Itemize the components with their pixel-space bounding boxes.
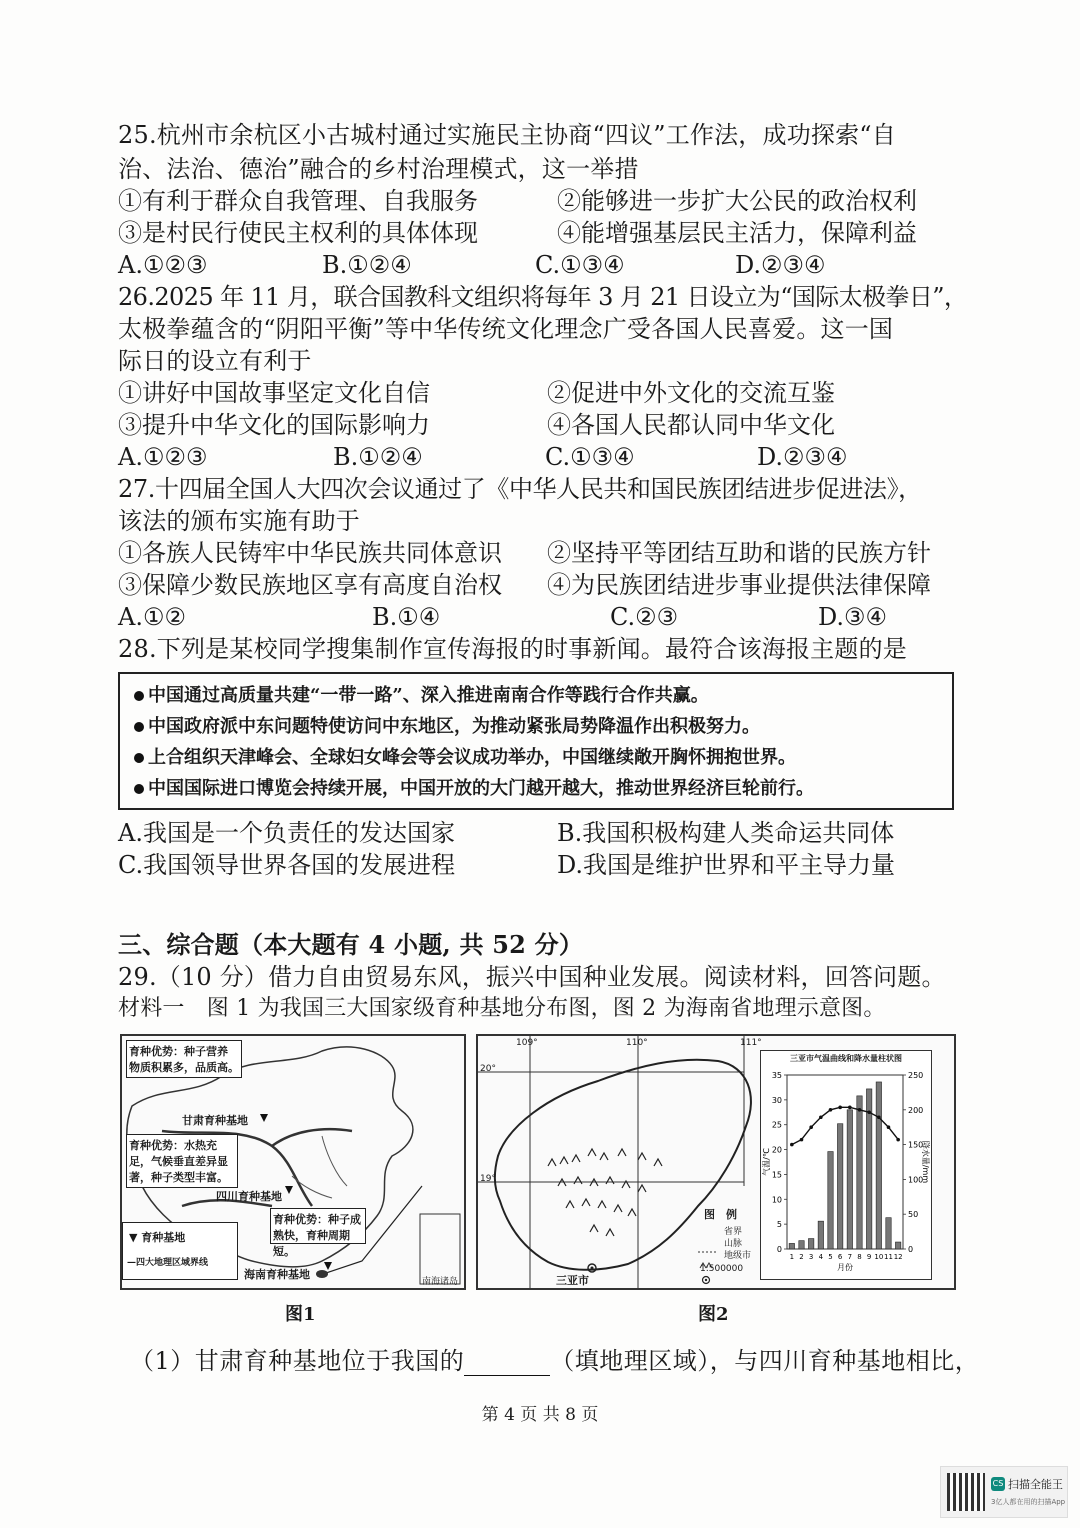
temperature-point — [790, 1143, 794, 1147]
q25-option-b: B.①②④ — [322, 251, 412, 279]
q26-option-a: A.①②③ — [118, 443, 208, 471]
climate-chart — [760, 1050, 932, 1280]
temperature-point — [809, 1125, 813, 1129]
sichuan-advantage-box — [126, 1134, 238, 1188]
longitude-109-label: 109° — [516, 1038, 538, 1048]
figure-2-caption: 图2 — [698, 1304, 729, 1325]
q26-statement-1: ①讲好中国故事坚定文化自信 — [118, 379, 430, 407]
q28-option-d: D.我国是维护世界和平主导力量 — [557, 851, 896, 879]
hainan-advantage-line2: 熟快，育种周期短。 — [273, 1229, 350, 1258]
x-tick-label: 11 — [884, 1253, 893, 1261]
q27-statement-2: ②坚持平等团结互助和谐的民族方针 — [547, 539, 931, 567]
q29-stem: 29.（10 分）借力自由贸易东风，振兴中国种业发展。阅读材料，回答问题。 — [118, 963, 946, 991]
scanner-app-slogan: 3亿人都在用的扫描App — [991, 1498, 1066, 1506]
temperature-point — [819, 1115, 823, 1119]
sanya-city-label: 三亚市 — [556, 1274, 589, 1287]
precipitation-bar — [876, 1082, 881, 1249]
q27-statement-4: ④为民族团结进步事业提供法律保障 — [547, 571, 931, 599]
q26-statement-4: ④各国人民都认同中华文化 — [547, 411, 835, 439]
q26-option-b: B.①②④ — [333, 443, 423, 471]
legend-province-boundary: 省界 — [724, 1227, 743, 1237]
y-left-tick-label: 15 — [771, 1170, 782, 1180]
q25-option-a: A.①②③ — [118, 251, 208, 279]
precipitation-bar — [886, 1218, 891, 1249]
scanner-app-name: 扫描全能王 — [1008, 1478, 1063, 1491]
bullet-icon — [134, 691, 144, 701]
y-left-tick-label: 5 — [776, 1220, 782, 1230]
legend-region-boundary: —四大地理区域界线 — [127, 1258, 209, 1268]
q27-option-a: A.①② — [118, 603, 186, 631]
q26-stem-line2: 太极拳蕴含的“阴阳平衡”等中华传统文化理念广受各国人民喜爱。这一国 — [118, 315, 894, 343]
y-left-tick-label: 35 — [771, 1071, 782, 1080]
news-item: 上合组织天津峰会、全球妇女峰会等会议成功举办，中国继续敞开胸怀拥抱世界。 — [134, 746, 796, 770]
gansu-advantage-line2: 物质积累多，品质高。 — [129, 1061, 239, 1074]
x-tick-label: 2 — [799, 1253, 804, 1261]
news-item: 中国通过高质量共建“一带一路”、深入推进南南合作等践行合作共赢。 — [134, 684, 709, 708]
material-1-intro: 材料一 图 1 为我国三大国家级育种基地分布图，图 2 为海南省地理示意图。 — [118, 996, 886, 1021]
q26-stem-line1: 26.2025 年 11 月，联合国教科文组织将每年 3 月 21 日设立为“国际太极拳日”， — [118, 283, 968, 311]
scanner-watermark — [940, 1466, 1068, 1518]
longitude-110-label: 110° — [626, 1038, 648, 1048]
legend-mountain: 山脉 — [724, 1239, 743, 1249]
temperature-point — [867, 1110, 871, 1114]
bullet-icon — [134, 753, 144, 763]
q26-option-d: D.②③④ — [757, 443, 848, 471]
y-left-tick-label: 10 — [771, 1195, 782, 1205]
temperature-line — [792, 1107, 898, 1144]
q26-option-c: C.①③④ — [545, 443, 635, 471]
gansu-advantage-line1: 育种优势：种子营养 — [129, 1045, 228, 1058]
legend-breeding-base: ▼ 育种基地 — [129, 1231, 186, 1244]
q26-statement-2: ②促进中外文化的交流互鉴 — [547, 379, 835, 407]
q27-statement-1: ①各族人民铸牢中华民族共同体意识 — [118, 539, 502, 567]
q27-statement-3: ③保障少数民族地区享有高度自治权 — [118, 571, 502, 599]
bullet-icon — [134, 722, 144, 732]
temperature-point — [877, 1115, 881, 1119]
temperature-point — [887, 1125, 891, 1129]
q27-option-d: D.③④ — [818, 603, 888, 631]
y-right-tick-label: 50 — [908, 1210, 919, 1220]
q25-statement-2: ②能够进一步扩大公民的政治权利 — [557, 187, 917, 215]
longitude-111-label: 111° — [740, 1038, 762, 1048]
q26-statement-3: ③提升中华文化的国际影响力 — [118, 411, 430, 439]
x-tick-label: 5 — [828, 1253, 833, 1261]
q28-stem: 28.下列是某校同学搜集制作宣传海报的时事新闻。最符合该海报主题的是 — [118, 635, 907, 663]
south-china-sea-islands-label: 南海诸岛 — [422, 1277, 459, 1287]
sichuan-advantage-line1: 育种优势：水热充 — [129, 1139, 217, 1152]
hainan-advantage-box — [270, 1208, 366, 1258]
fig2-legend-title: 图 例 — [704, 1208, 737, 1221]
temperature-point — [896, 1138, 900, 1142]
figure-1-caption: 图1 — [285, 1304, 316, 1325]
y-right-tick-label: 150 — [908, 1140, 924, 1150]
precipitation-bar — [857, 1096, 862, 1249]
y-left-axis-label: 气温/℃ — [762, 1148, 771, 1176]
x-tick-label: 4 — [818, 1253, 824, 1261]
news-item: 中国国际进口博览会持续开展，中国开放的大门越开越大，推动世界经济巨轮前行。 — [134, 777, 814, 801]
y-right-tick-label: 100 — [908, 1175, 924, 1185]
x-tick-label: 10 — [874, 1253, 884, 1261]
sichuan-advantage-line3: 著，种子类型丰富。 — [129, 1171, 228, 1184]
q27-stem-line2: 该法的颁布实施有助于 — [118, 507, 360, 535]
sichuan-base-label: 四川育种基地 — [216, 1190, 282, 1203]
q25-stem-line2: 治、法治、德治”融合的乡村治理模式，这一举措 — [118, 155, 639, 183]
news-item: 中国政府派中东问题特使访问中东地区，为推动紧张局势降温作出积极努力。 — [134, 715, 760, 739]
temperature-point — [829, 1108, 833, 1112]
q29-part1 — [130, 1346, 979, 1376]
y-right-tick-label: 200 — [908, 1105, 924, 1115]
q28-option-a: A.我国是一个负责任的发达国家 — [118, 819, 455, 847]
answer-blank[interactable] — [464, 1353, 550, 1376]
q28-option-b: B.我国积极构建人类命运共同体 — [557, 819, 895, 847]
gansu-base-label: 甘肃育种基地 — [182, 1114, 248, 1127]
y-right-tick-label: 0 — [908, 1245, 914, 1254]
precipitation-bar — [789, 1243, 794, 1249]
x-tick-label: 3 — [808, 1253, 814, 1261]
figure-2-map — [476, 1034, 956, 1290]
climate-chart-svg — [761, 1063, 929, 1283]
temperature-point — [838, 1106, 842, 1110]
news-poster-box — [118, 672, 954, 810]
x-tick-label: 12 — [893, 1253, 903, 1261]
y-left-tick-label: 20 — [771, 1145, 782, 1155]
q25-option-d: D.②③④ — [735, 251, 826, 279]
page-footer: 第 4 页 共 8 页 — [481, 1405, 599, 1425]
q25-statement-3: ③是村民行使民主权利的具体体现 — [118, 219, 478, 247]
q28-option-c: C.我国领导世界各国的发展进程 — [118, 851, 456, 879]
x-tick-label: 9 — [866, 1253, 872, 1261]
gansu-advantage-box — [126, 1040, 242, 1078]
x-tick-label: 1 — [789, 1253, 795, 1261]
temperature-point — [858, 1108, 862, 1112]
q29-part1-text-b: （填地理区域），与四川育种基地相比， — [550, 1347, 980, 1375]
latitude-20-label: 20° — [480, 1064, 496, 1074]
x-axis-label: 月份 — [837, 1263, 853, 1272]
q29-part1-text-a: （1）甘肃育种基地位于我国的 — [130, 1347, 465, 1375]
y-right-tick-label: 250 — [908, 1071, 924, 1080]
y-left-tick-label: 30 — [771, 1095, 782, 1105]
bullet-icon — [134, 784, 144, 794]
y-right-axis-label: 降水量/mm — [921, 1140, 930, 1184]
q27-option-c: C.②③ — [610, 603, 679, 631]
precipitation-bar — [808, 1239, 813, 1249]
precipitation-bar — [895, 1242, 900, 1249]
hainan-base-label: 海南育种基地 — [244, 1268, 310, 1281]
x-tick-label: 7 — [847, 1253, 853, 1261]
temperature-point — [800, 1138, 804, 1142]
temperature-point — [848, 1106, 852, 1110]
precipitation-bar — [818, 1221, 823, 1249]
cs-logo-icon: CS — [991, 1477, 1005, 1491]
q27-stem-line1: 27.十四届全国人大四次会议通过了《中华人民共和国民族团结进步促进法》， — [118, 475, 922, 503]
figure-1-map — [120, 1034, 466, 1290]
precipitation-bar — [847, 1110, 852, 1249]
q25-option-c: C.①③④ — [535, 251, 625, 279]
q25-stem-line1: 25.杭州市余杭区小古城村通过实施民主协商“四议”工作法，成功探索“自 — [118, 121, 896, 149]
section-3-heading: 三、综合题（本大题有 4 小题, 共 52 分） — [118, 930, 584, 959]
y-left-tick-label: 0 — [776, 1245, 782, 1254]
precipitation-bar — [799, 1241, 804, 1249]
legend-prefecture-city: 地级市 — [724, 1251, 752, 1261]
hainan-advantage-line1: 育种优势：种子成 — [273, 1213, 361, 1226]
latitude-19-label: 19° — [480, 1174, 496, 1184]
x-tick-label: 6 — [837, 1253, 843, 1261]
qr-code-icon — [947, 1473, 985, 1511]
y-left-tick-label: 25 — [771, 1120, 782, 1130]
map-scale: 1:500000 — [700, 1264, 744, 1274]
q27-option-b: B.①④ — [372, 603, 441, 631]
x-tick-label: 8 — [857, 1253, 862, 1261]
fig1-legend — [122, 1222, 238, 1280]
precipitation-bar — [837, 1124, 842, 1249]
sichuan-advantage-line2: 足，气候垂直差异显 — [129, 1155, 228, 1168]
precipitation-bar — [828, 1152, 833, 1249]
q25-statement-4: ④能增强基层民主活力，保障利益 — [557, 219, 917, 247]
climate-chart-title: 三亚市气温曲线和降水量柱状图 — [790, 1054, 902, 1063]
q26-stem-line3: 际日的设立有利于 — [118, 347, 312, 375]
q25-statement-1: ①有利于群众自我管理、自我服务 — [118, 187, 478, 215]
